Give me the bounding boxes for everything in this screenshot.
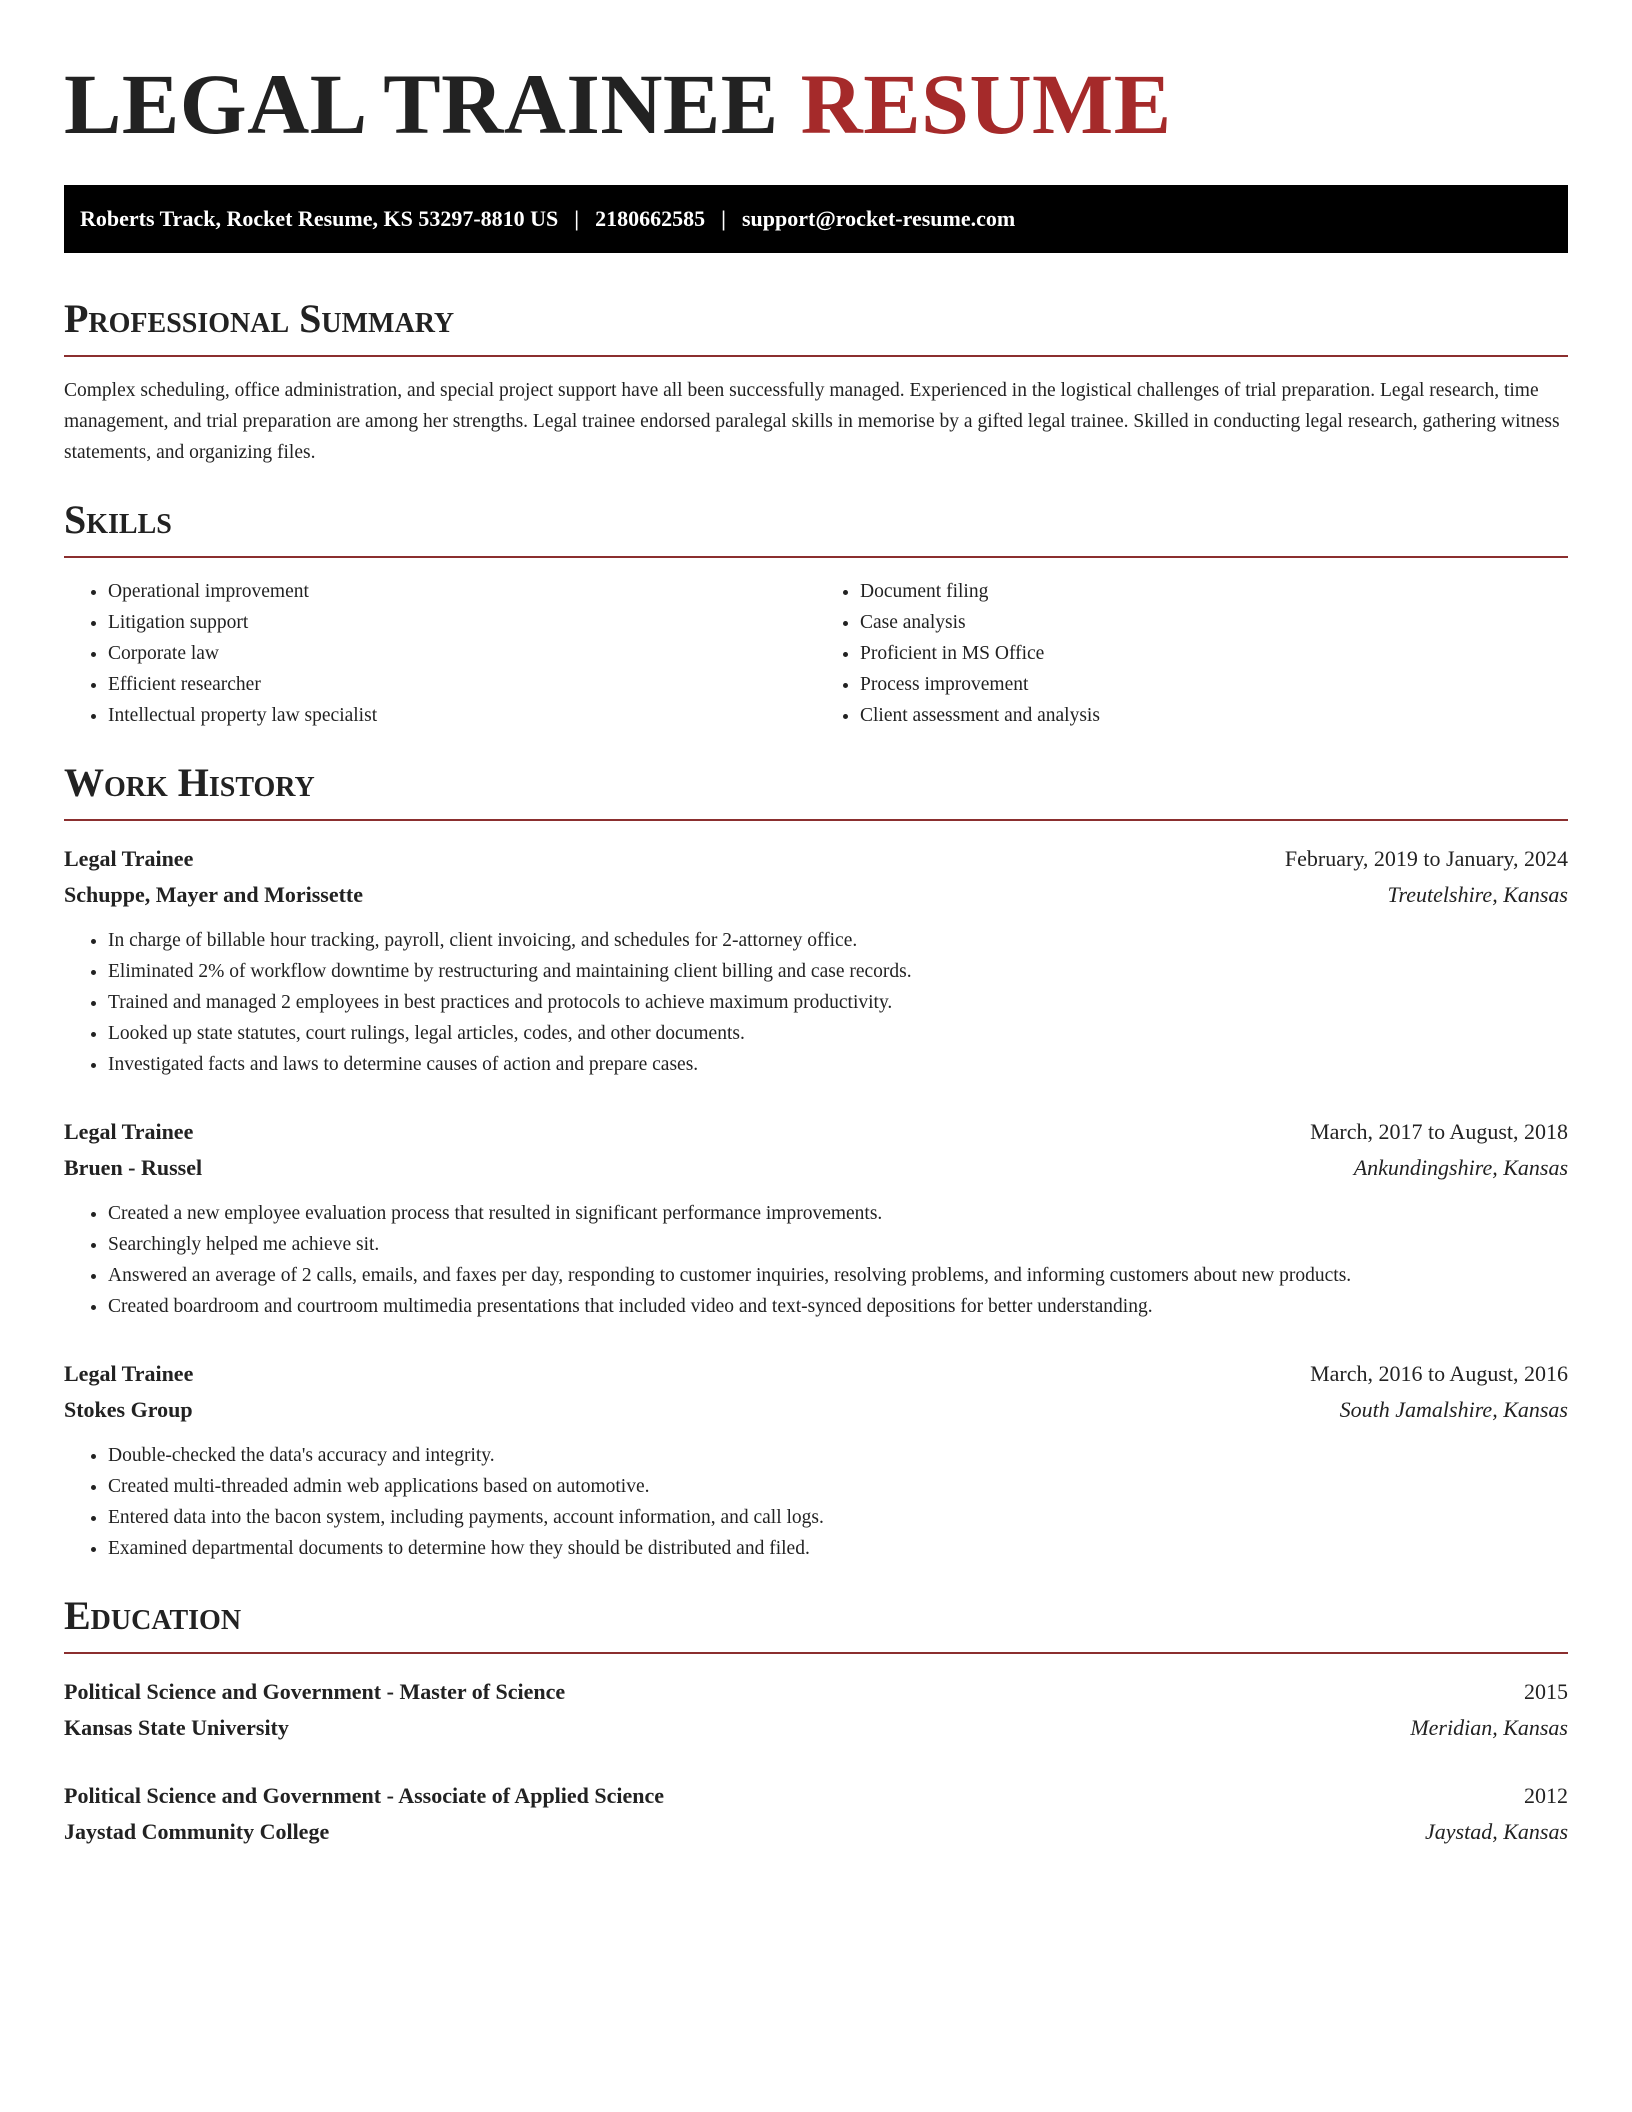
job-bullet: • Trained and managed 2 employees in best practices and protocols to achieve maximum productivity. — [108, 987, 1568, 1018]
education-section — [64, 1594, 1568, 1850]
title-main: LEGAL TRAINEE — [64, 56, 779, 152]
job-bullet: • Answered an average of 2 calls, emails, and faxes per day, responding to customer inquiries, resolving problems, and informing customers about new products. — [108, 1260, 1568, 1291]
skills-heading: Skills — [64, 498, 1568, 558]
education-degree-row — [64, 1778, 1568, 1814]
job-company: Stokes Group — [64, 1397, 193, 1422]
job-company: Bruen - Russel — [64, 1155, 203, 1180]
education-school-row — [64, 1710, 1568, 1746]
skills-section — [64, 498, 1568, 731]
education-location: Meridian, Kansas — [1410, 1715, 1568, 1740]
job-bullet: • Searchingly helped me achieve sit. — [108, 1229, 1568, 1260]
job-company: Schuppe, Mayer and Morissette — [64, 882, 364, 907]
education-degree-row — [64, 1674, 1568, 1710]
job-location: Ankundingshire, Kansas — [1353, 1155, 1568, 1180]
skill-item: • Operational improvement — [108, 576, 816, 607]
skill-item: • Process improvement — [860, 669, 1568, 700]
contact-address: Roberts Track, Rocket Resume, KS 53297-8810 US — [80, 206, 559, 231]
education-school-row — [64, 1814, 1568, 1850]
job-location: Treutelshire, Kansas — [1387, 882, 1568, 907]
contact-email[interactable]: support@rocket-resume.com — [741, 206, 1016, 231]
education-degree: Political Science and Government - Master of Science — [64, 1679, 566, 1704]
contact-phone[interactable]: 2180662585 — [595, 206, 706, 231]
job-entry — [64, 1356, 1568, 1564]
skill-item: • Case analysis — [860, 607, 1568, 638]
job-title-row — [64, 1114, 1568, 1150]
skill-item: • Client assessment and analysis — [860, 700, 1568, 731]
work-section — [64, 761, 1568, 1564]
summary-section — [64, 297, 1568, 468]
job-company-row — [64, 1392, 1568, 1428]
job-dates: March, 2016 to August, 2016 — [1310, 1361, 1568, 1386]
education-school: Kansas State University — [64, 1715, 289, 1740]
job-bullets — [64, 1440, 1568, 1564]
skills-list-right — [816, 576, 1568, 731]
job-title: Legal Trainee — [64, 1119, 194, 1144]
skill-item: • Proficient in MS Office — [860, 638, 1568, 669]
contact-separator: | — [574, 206, 580, 231]
job-company-row — [64, 877, 1568, 913]
job-location: South Jamalshire, Kansas — [1339, 1397, 1568, 1422]
skills-list-left — [64, 576, 816, 731]
job-bullets — [64, 1198, 1568, 1322]
education-year: 2015 — [1524, 1679, 1568, 1704]
job-title: Legal Trainee — [64, 846, 194, 871]
job-bullet: • Eliminated 2% of workflow downtime by restructuring and maintaining client billing and case records. — [108, 956, 1568, 987]
job-bullet: • Created boardroom and courtroom multimedia presentations that included video and text-synced depositions for better understanding. — [108, 1291, 1568, 1322]
job-bullet: • Investigated facts and laws to determine causes of action and prepare cases. — [108, 1049, 1568, 1080]
skills-columns — [64, 576, 1568, 731]
education-year: 2012 — [1524, 1783, 1568, 1808]
skill-item: • Litigation support — [108, 607, 816, 638]
job-bullet: • Created multi-threaded admin web applications based on automotive. — [108, 1471, 1568, 1502]
education-location: Jaystad, Kansas — [1425, 1819, 1568, 1844]
job-title-row — [64, 1356, 1568, 1392]
education-entry — [64, 1778, 1568, 1850]
education-degree: Political Science and Government - Associate of Applied Science — [64, 1783, 665, 1808]
resume-title — [64, 56, 1568, 152]
job-bullet: • Created a new employee evaluation process that resulted in significant performance improvements. — [108, 1198, 1568, 1229]
job-entry — [64, 841, 1568, 1080]
contact-separator: | — [721, 206, 726, 231]
summary-heading: Professional Summary — [64, 297, 1568, 357]
job-dates: February, 2019 to January, 2024 — [1284, 846, 1568, 871]
education-school: Jaystad Community College — [64, 1819, 330, 1844]
job-entry — [64, 1114, 1568, 1322]
job-bullet: • Looked up state statutes, court rulings, legal articles, codes, and other documents. — [108, 1018, 1568, 1049]
job-bullet: • Entered data into the bacon system, including payments, account information, and call logs. — [108, 1502, 1568, 1533]
skill-item: • Corporate law — [108, 638, 816, 669]
job-bullet: • Examined departmental documents to determine how they should be distributed and filed. — [108, 1533, 1568, 1564]
title-accent: RESUME — [800, 56, 1172, 152]
job-title-row — [64, 841, 1568, 877]
work-heading: Work History — [64, 761, 1568, 821]
education-entry — [64, 1674, 1568, 1746]
education-heading: Education — [64, 1594, 1568, 1654]
summary-text: Complex scheduling, office administration, and special project support have all been successfully managed. Experienced in the logistical challenges of trial preparation. Legal research, time management, and trial preparation are among her strengths. Legal trainee endorsed paralegal skills in memorise by a gifted legal trainee. Skilled in conducting legal research, gathering witness statements, and organizing files. — [64, 380, 1560, 463]
job-bullets — [64, 925, 1568, 1080]
skill-item: • Document filing — [860, 576, 1568, 607]
contact-bar — [64, 185, 1568, 253]
job-dates: March, 2017 to August, 2018 — [1310, 1119, 1568, 1144]
job-bullet: • Double-checked the data's accuracy and integrity. — [108, 1440, 1568, 1471]
job-title: Legal Trainee — [64, 1361, 194, 1386]
job-company-row — [64, 1150, 1568, 1186]
job-bullet: • In charge of billable hour tracking, payroll, client invoicing, and schedules for 2-attorney office. — [108, 925, 1568, 956]
skill-item: • Efficient researcher — [108, 669, 816, 700]
skill-item: • Intellectual property law specialist — [108, 700, 816, 731]
